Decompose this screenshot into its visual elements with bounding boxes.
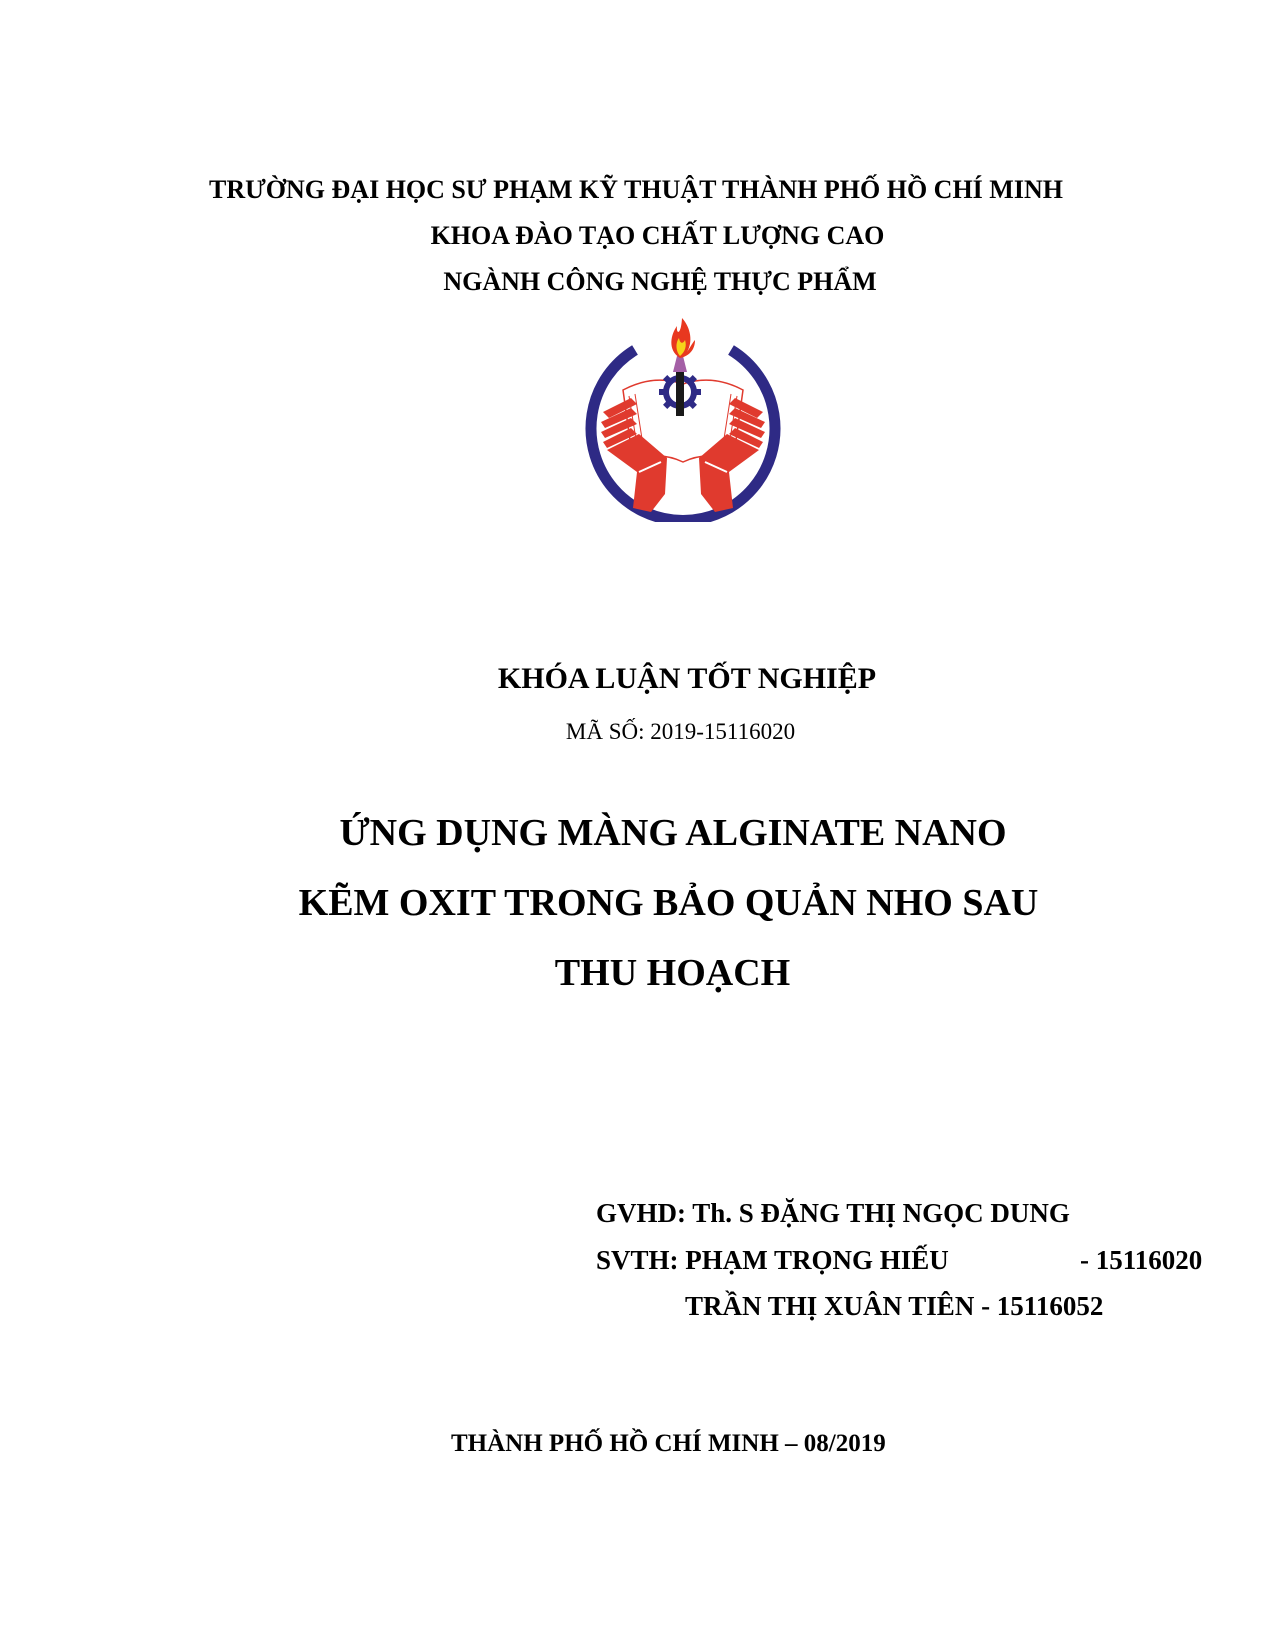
thesis-title-line-1: ỨNG DỤNG MÀNG ALGINATE NANO [339,812,1007,854]
place-date: THÀNH PHỐ HỒ CHÍ MINH – 08/2019 [451,1430,886,1457]
student-1-name: SVTH: PHẠM TRỌNG HIẾU [596,1245,949,1275]
thesis-type: KHÓA LUẬN TỐT NGHIỆP [497,662,877,695]
advisor: GVHD: Th. S ĐẶNG THỊ NGỌC DUNG [596,1198,1070,1228]
faculty-name: KHOA ĐÀO TẠO CHẤT LƯỢNG CAO [430,221,885,250]
student-1 [596,1245,1203,1276]
thesis-code: MÃ SỐ: 2019-15116020 [565,719,796,744]
major-name: NGÀNH CÔNG NGHỆ THỰC PHẨM [443,267,877,296]
student-2: TRẦN THỊ XUÂN TIÊN - 15116052 [685,1291,1104,1321]
thesis-title-line-3: THU HOẠCH [554,952,791,994]
university-name: TRƯỜNG ĐẠI HỌC SƯ PHẠM KỸ THUẬT THÀNH PHỐ HỒ CHÍ MINH [209,175,1063,204]
student-1-id: - 15116020 [1080,1245,1203,1275]
thesis-title-line-2: KẼM OXIT TRONG BẢO QUẢN NHO SAU [298,882,1039,924]
logo-emblem-icon [583,312,783,522]
university-logo [583,312,783,522]
